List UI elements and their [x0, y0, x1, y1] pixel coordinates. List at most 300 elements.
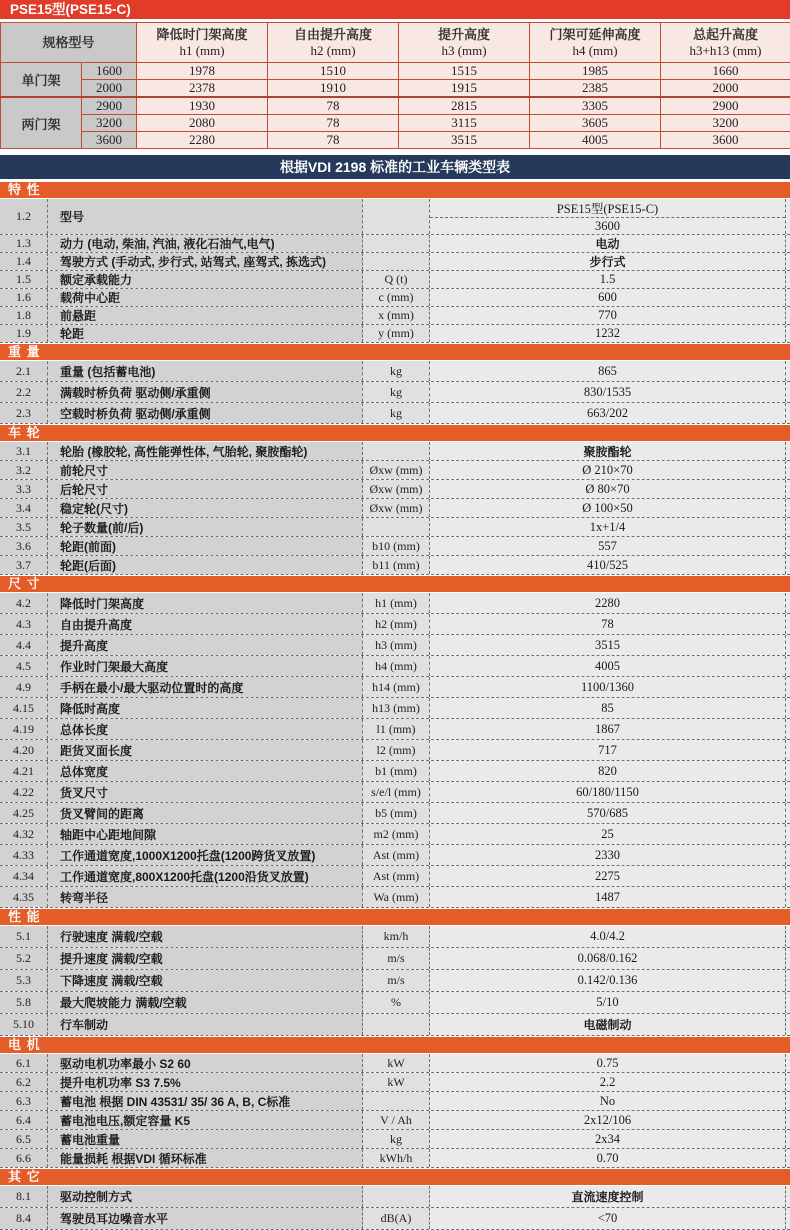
- row-unit: [363, 1014, 430, 1035]
- spec-row: [0, 1130, 790, 1149]
- row-tail: [786, 1014, 790, 1035]
- row-label: 蓄电池电压,额定容量 K5: [48, 1111, 363, 1129]
- row-value: 78: [430, 614, 786, 634]
- row-label: 轮距(前面): [48, 537, 363, 555]
- mast-col-title: 自由提升高度: [268, 26, 398, 43]
- row-value: 3515: [430, 635, 786, 655]
- row-label: 行驶速度 满载/空载: [48, 926, 363, 947]
- row-sub-value: PSE15型(PSE15-C): [430, 199, 785, 218]
- row-label: 空载时桥负荷 驱动侧/承重侧: [48, 403, 363, 423]
- row-label: 最大爬坡能力 满载/空载: [48, 992, 363, 1013]
- row-tail: [786, 824, 790, 844]
- model-badge-label: PSE15型(PSE15-C): [10, 2, 131, 17]
- spec-row: [0, 199, 790, 235]
- spec-row: [0, 307, 790, 325]
- row-label: 额定承载能力: [48, 271, 363, 288]
- row-unit: kg: [363, 1130, 430, 1148]
- spec-row: [0, 677, 790, 698]
- spec-row: [0, 461, 790, 480]
- vdi-title: 根据VDI 2198 标准的工业车辆类型表: [280, 159, 510, 175]
- row-label: 自由提升高度: [48, 614, 363, 634]
- row-label: 转弯半径: [48, 887, 363, 907]
- row-value: 聚胺酯轮: [430, 442, 786, 460]
- row-unit: kg: [363, 382, 430, 402]
- row-value: 2275: [430, 866, 786, 886]
- row-value: 410/525: [430, 556, 786, 574]
- row-value: 570/685: [430, 803, 786, 823]
- mast-value-cell: 2280: [137, 132, 268, 149]
- row-value: Ø 100×50: [430, 499, 786, 517]
- spec-row: [0, 1054, 790, 1073]
- row-number: 4.25: [0, 803, 48, 823]
- mast-value-cell: 3515: [399, 132, 530, 149]
- spec-row: [0, 992, 790, 1014]
- row-value: 717: [430, 740, 786, 760]
- row-value: 电动: [430, 235, 786, 252]
- row-value: 0.068/0.162: [430, 948, 786, 969]
- row-number: 1.2: [0, 199, 48, 234]
- row-value: 2330: [430, 845, 786, 865]
- row-label: 能量损耗 根据VDI 循环标准: [48, 1149, 363, 1167]
- row-unit: V / Ah: [363, 1111, 430, 1129]
- spec-row: [0, 499, 790, 518]
- mast-col-title: 提升高度: [399, 26, 529, 43]
- mast-value-cell: 3115: [399, 115, 530, 132]
- row-label: 工作通道宽度,1000X1200托盘(1200跨货叉放置): [48, 845, 363, 865]
- row-unit: [363, 1186, 430, 1207]
- row-label: 型号: [48, 199, 363, 234]
- mast-row: [1, 80, 790, 98]
- row-number: 5.3: [0, 970, 48, 991]
- row-value: <70: [430, 1208, 786, 1229]
- row-tail: [786, 235, 790, 252]
- row-value: Ø 210×70: [430, 461, 786, 479]
- row-tail: [786, 325, 790, 342]
- vdi-title-bar: [0, 155, 790, 179]
- row-unit: m/s: [363, 970, 430, 991]
- row-value: 1x+1/4: [430, 518, 786, 536]
- row-number: 4.34: [0, 866, 48, 886]
- spec-row: [0, 1208, 790, 1230]
- row-label: 轮胎 (橡胶轮, 高性能弹性体, 气胎轮, 聚胺酯轮): [48, 442, 363, 460]
- spec-row: [0, 593, 790, 614]
- row-sub-value: 3600: [430, 218, 785, 234]
- row-unit: b10 (mm): [363, 537, 430, 555]
- row-number: 1.6: [0, 289, 48, 306]
- row-label: 总体长度: [48, 719, 363, 739]
- row-number: 5.2: [0, 948, 48, 969]
- row-tail: [786, 593, 790, 613]
- spec-row: [0, 635, 790, 656]
- row-tail: [786, 442, 790, 460]
- row-tail: [786, 782, 790, 802]
- spec-row: [0, 1111, 790, 1130]
- row-number: 4.9: [0, 677, 48, 697]
- mast-col-unit: h2 (mm): [268, 43, 398, 59]
- section-header: 其 它: [0, 1168, 790, 1186]
- row-number: 1.4: [0, 253, 48, 270]
- row-unit: kWh/h: [363, 1149, 430, 1167]
- row-number: 3.6: [0, 537, 48, 555]
- row-tail: [786, 461, 790, 479]
- spec-row: [0, 782, 790, 803]
- row-unit: l1 (mm): [363, 719, 430, 739]
- row-value: 85: [430, 698, 786, 718]
- row-tail: [786, 887, 790, 907]
- row-label: 前悬距: [48, 307, 363, 324]
- row-tail: [786, 537, 790, 555]
- mast-corner-header: 规格型号: [1, 23, 137, 63]
- row-label: 轴距中心距地间隙: [48, 824, 363, 844]
- row-tail: [786, 1111, 790, 1129]
- row-label: 驱动电机功率最小 S2 60: [48, 1054, 363, 1072]
- row-number: 4.5: [0, 656, 48, 676]
- row-tail: [786, 845, 790, 865]
- mast-value-cell: 3605: [530, 115, 661, 132]
- row-tail: [786, 199, 790, 234]
- row-unit: km/h: [363, 926, 430, 947]
- row-label: 重量 (包括蓄电池): [48, 361, 363, 381]
- row-label: 手柄在最小/最大驱动位置时的高度: [48, 677, 363, 697]
- row-number: 1.3: [0, 235, 48, 252]
- row-tail: [786, 382, 790, 402]
- model-badge-bar: [0, 0, 790, 19]
- row-value: 1487: [430, 887, 786, 907]
- row-value: 0.142/0.136: [430, 970, 786, 991]
- mast-value-cell: 3305: [530, 97, 661, 115]
- row-label: 蓄电池重量: [48, 1130, 363, 1148]
- row-label: 稳定轮(尺寸): [48, 499, 363, 517]
- mast-col-title: 降低时门架高度: [137, 26, 267, 43]
- row-number: 8.4: [0, 1208, 48, 1229]
- row-number: 5.8: [0, 992, 48, 1013]
- row-number: 4.4: [0, 635, 48, 655]
- mast-col-unit: h3+h13 (mm): [661, 43, 790, 59]
- row-label: 工作通道宽度,800X1200托盘(1200沿货叉放置): [48, 866, 363, 886]
- mast-value-cell: 1978: [137, 63, 268, 80]
- row-number: 1.9: [0, 325, 48, 342]
- mast-value-cell: 2900: [661, 97, 790, 115]
- row-number: 2.3: [0, 403, 48, 423]
- spec-row: [0, 235, 790, 253]
- mast-col-header: [399, 23, 530, 63]
- spec-row: [0, 271, 790, 289]
- row-value: 电磁制动: [430, 1014, 786, 1035]
- row-label: 货叉尺寸: [48, 782, 363, 802]
- spec-row: [0, 1014, 790, 1036]
- mast-table-body: [1, 63, 790, 149]
- row-label: 满载时桥负荷 驱动侧/承重侧: [48, 382, 363, 402]
- row-tail: [786, 1054, 790, 1072]
- row-label: 蓄电池 根据 DIN 43531/ 35/ 36 A, B, C标准: [48, 1092, 363, 1110]
- mast-value-cell: 1660: [661, 63, 790, 80]
- row-tail: [786, 403, 790, 423]
- row-label: 提升电机功率 S3 7.5%: [48, 1073, 363, 1091]
- row-tail: [786, 992, 790, 1013]
- mast-value-cell: 1930: [137, 97, 268, 115]
- mast-row: [1, 132, 790, 149]
- row-number: 4.3: [0, 614, 48, 634]
- row-unit: [363, 1092, 430, 1110]
- mast-value-cell: 1515: [399, 63, 530, 80]
- row-number: 4.21: [0, 761, 48, 781]
- row-unit: [363, 518, 430, 536]
- row-unit: l2 (mm): [363, 740, 430, 760]
- row-unit: kW: [363, 1054, 430, 1072]
- section-header: 重 量: [0, 343, 790, 361]
- spec-row: [0, 740, 790, 761]
- row-tail: [786, 1149, 790, 1167]
- row-number: 2.2: [0, 382, 48, 402]
- spec-row: [0, 614, 790, 635]
- spec-row: [0, 824, 790, 845]
- row-label: 动力 (电动, 柴油, 汽油, 液化石油气,电气): [48, 235, 363, 252]
- mast-value-cell: 78: [268, 115, 399, 132]
- row-value: 4.0/4.2: [430, 926, 786, 947]
- mast-table-header-row: [1, 23, 790, 63]
- row-tail: [786, 253, 790, 270]
- row-unit: h3 (mm): [363, 635, 430, 655]
- spec-row: [0, 948, 790, 970]
- mast-row: [1, 97, 790, 115]
- spec-row: [0, 480, 790, 499]
- row-value: 1867: [430, 719, 786, 739]
- row-unit: kg: [363, 361, 430, 381]
- row-tail: [786, 866, 790, 886]
- row-number: 6.1: [0, 1054, 48, 1072]
- row-tail: [786, 635, 790, 655]
- row-value: 直流速度控制: [430, 1186, 786, 1207]
- row-number: 3.1: [0, 442, 48, 460]
- spec-row: [0, 325, 790, 343]
- spec-row: [0, 803, 790, 824]
- mast-value-cell: 1510: [268, 63, 399, 80]
- row-tail: [786, 656, 790, 676]
- spec-row: [0, 556, 790, 575]
- row-tail: [786, 761, 790, 781]
- row-number: 3.2: [0, 461, 48, 479]
- row-unit: Wa (mm): [363, 887, 430, 907]
- row-number: 5.10: [0, 1014, 48, 1035]
- mast-table: [0, 22, 790, 149]
- mast-col-header: [137, 23, 268, 63]
- spec-row: [0, 1073, 790, 1092]
- row-label: 提升高度: [48, 635, 363, 655]
- row-number: 2.1: [0, 361, 48, 381]
- spec-row: [0, 926, 790, 948]
- spec-row: [0, 518, 790, 537]
- row-unit: kg: [363, 403, 430, 423]
- row-label: 行车制动: [48, 1014, 363, 1035]
- row-label: 前轮尺寸: [48, 461, 363, 479]
- row-value: 4005: [430, 656, 786, 676]
- row-label: 货叉臂间的距离: [48, 803, 363, 823]
- row-number: 8.1: [0, 1186, 48, 1207]
- row-label: 下降速度 满载/空载: [48, 970, 363, 991]
- row-label: 轮子数量(前/后): [48, 518, 363, 536]
- row-number: 3.4: [0, 499, 48, 517]
- row-number: 6.4: [0, 1111, 48, 1129]
- spec-row: [0, 1149, 790, 1168]
- row-tail: [786, 1186, 790, 1207]
- row-label: 降低时高度: [48, 698, 363, 718]
- row-unit: dB(A): [363, 1208, 430, 1229]
- row-number: 6.2: [0, 1073, 48, 1091]
- row-label: 总体宽度: [48, 761, 363, 781]
- row-value: 5/10: [430, 992, 786, 1013]
- row-label: 驱动控制方式: [48, 1186, 363, 1207]
- row-label: 载荷中心距: [48, 289, 363, 306]
- section-header: 电 机: [0, 1036, 790, 1054]
- row-value: 557: [430, 537, 786, 555]
- row-unit: kW: [363, 1073, 430, 1091]
- row-number: 4.35: [0, 887, 48, 907]
- row-unit: h4 (mm): [363, 656, 430, 676]
- row-label: 提升速度 满载/空载: [48, 948, 363, 969]
- row-unit: x (mm): [363, 307, 430, 324]
- mast-group-label: 单门架: [1, 63, 82, 98]
- row-number: 3.5: [0, 518, 48, 536]
- row-tail: [786, 803, 790, 823]
- row-value: 1.5: [430, 271, 786, 288]
- row-unit: b1 (mm): [363, 761, 430, 781]
- row-unit: Øxw (mm): [363, 480, 430, 498]
- row-number: 6.6: [0, 1149, 48, 1167]
- section-header: 尺 寸: [0, 575, 790, 593]
- spec-table: [0, 181, 790, 1230]
- spec-row: [0, 403, 790, 424]
- row-tail: [786, 499, 790, 517]
- mast-value-cell: 3200: [661, 115, 790, 132]
- mast-col-title: 门架可延伸高度: [530, 26, 660, 43]
- row-unit: Øxw (mm): [363, 461, 430, 479]
- row-unit: h14 (mm): [363, 677, 430, 697]
- row-number: 3.3: [0, 480, 48, 498]
- row-value: 60/180/1150: [430, 782, 786, 802]
- section-header: 性 能: [0, 908, 790, 926]
- row-value: 25: [430, 824, 786, 844]
- row-number: 1.8: [0, 307, 48, 324]
- mast-value-cell: 2385: [530, 80, 661, 98]
- row-number: 4.33: [0, 845, 48, 865]
- spec-row: [0, 719, 790, 740]
- spec-row: [0, 361, 790, 382]
- row-value: 770: [430, 307, 786, 324]
- mast-value-cell: 2378: [137, 80, 268, 98]
- spec-row: [0, 537, 790, 556]
- row-value: 820: [430, 761, 786, 781]
- mast-value-cell: 3600: [661, 132, 790, 149]
- mast-value-cell: 2815: [399, 97, 530, 115]
- mast-value-cell: 2000: [661, 80, 790, 98]
- row-label: 驾驶员耳边噪音水平: [48, 1208, 363, 1229]
- row-value: 865: [430, 361, 786, 381]
- mast-model-cell: 3200: [82, 115, 137, 132]
- row-label: 轮距: [48, 325, 363, 342]
- row-tail: [786, 948, 790, 969]
- row-value: 0.70: [430, 1149, 786, 1167]
- row-label: 降低时门架高度: [48, 593, 363, 613]
- row-number: 4.32: [0, 824, 48, 844]
- row-unit: h1 (mm): [363, 593, 430, 613]
- mast-model-cell: 2000: [82, 80, 137, 98]
- row-number: 4.19: [0, 719, 48, 739]
- row-unit: b5 (mm): [363, 803, 430, 823]
- row-value: 1100/1360: [430, 677, 786, 697]
- row-unit: y (mm): [363, 325, 430, 342]
- row-tail: [786, 740, 790, 760]
- mast-model-cell: 2900: [82, 97, 137, 115]
- mast-row: [1, 115, 790, 132]
- spec-row: [0, 1186, 790, 1208]
- row-tail: [786, 719, 790, 739]
- mast-value-cell: 4005: [530, 132, 661, 149]
- row-unit: m2 (mm): [363, 824, 430, 844]
- row-value: 2.2: [430, 1073, 786, 1091]
- mast-value-cell: 2080: [137, 115, 268, 132]
- row-value: 600: [430, 289, 786, 306]
- row-value: 2x34: [430, 1130, 786, 1148]
- spec-row: [0, 289, 790, 307]
- mast-value-cell: 78: [268, 132, 399, 149]
- section-header: 特 性: [0, 181, 790, 199]
- row-number: 4.22: [0, 782, 48, 802]
- spec-row: [0, 970, 790, 992]
- mast-col-title: 总起升高度: [661, 26, 790, 43]
- row-unit: Ast (mm): [363, 845, 430, 865]
- spec-row: [0, 656, 790, 677]
- row-number: 3.7: [0, 556, 48, 574]
- row-value: 830/1535: [430, 382, 786, 402]
- row-label: 后轮尺寸: [48, 480, 363, 498]
- row-unit: h13 (mm): [363, 698, 430, 718]
- row-tail: [786, 518, 790, 536]
- row-tail: [786, 677, 790, 697]
- row-value: 2x12/106: [430, 1111, 786, 1129]
- row-number: 4.2: [0, 593, 48, 613]
- mast-model-cell: 1600: [82, 63, 137, 80]
- row-unit: [363, 235, 430, 252]
- row-value: 步行式: [430, 253, 786, 270]
- row-tail: [786, 307, 790, 324]
- row-value: 0.75: [430, 1054, 786, 1072]
- spec-row: [0, 442, 790, 461]
- row-label: 距货叉面长度: [48, 740, 363, 760]
- row-tail: [786, 480, 790, 498]
- spec-row: [0, 866, 790, 887]
- row-unit: Ast (mm): [363, 866, 430, 886]
- mast-group-label: 两门架: [1, 97, 82, 149]
- row-value: 2280: [430, 593, 786, 613]
- row-number: 6.5: [0, 1130, 48, 1148]
- row-unit: [363, 442, 430, 460]
- row-number: 6.3: [0, 1092, 48, 1110]
- mast-col-header: [661, 23, 790, 63]
- row-tail: [786, 1073, 790, 1091]
- row-number: 5.1: [0, 926, 48, 947]
- row-tail: [786, 698, 790, 718]
- row-number: 4.15: [0, 698, 48, 718]
- spec-row: [0, 253, 790, 271]
- row-value: No: [430, 1092, 786, 1110]
- mast-value-cell: 1910: [268, 80, 399, 98]
- row-tail: [786, 271, 790, 288]
- row-value: Ø 80×70: [430, 480, 786, 498]
- spec-row: [0, 845, 790, 866]
- row-tail: [786, 926, 790, 947]
- row-unit: c (mm): [363, 289, 430, 306]
- row-value: 663/202: [430, 403, 786, 423]
